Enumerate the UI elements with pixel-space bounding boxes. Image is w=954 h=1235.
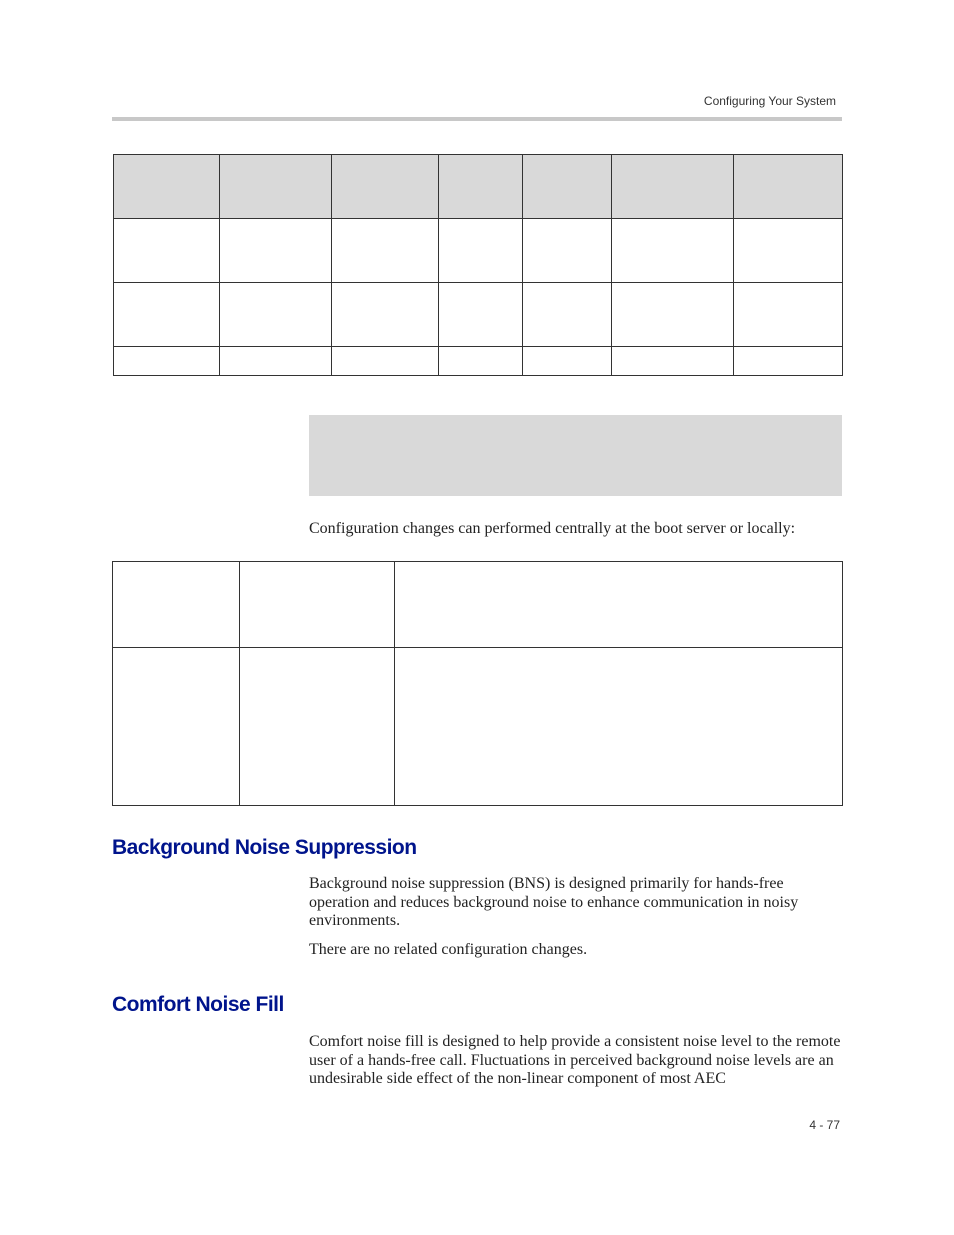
table-header-cell xyxy=(332,155,439,219)
codec-table xyxy=(113,154,843,376)
table-cell xyxy=(240,648,395,806)
section-heading-bns: Background Noise Suppression xyxy=(112,836,417,859)
table-row xyxy=(114,347,843,376)
table-cell xyxy=(332,219,439,283)
table-cell xyxy=(523,283,612,347)
table-cell xyxy=(612,219,734,283)
table-cell xyxy=(114,283,220,347)
intro-sentence: Configuration changes can performed centrally at the boot server or locally: xyxy=(309,520,796,537)
table-cell xyxy=(395,648,843,806)
table-cell xyxy=(332,347,439,376)
table-cell xyxy=(114,347,220,376)
table-cell xyxy=(240,562,395,648)
bns-paragraph: There are no related configuration changes. xyxy=(309,941,588,958)
table-header-cell xyxy=(114,155,220,219)
table-cell xyxy=(332,283,439,347)
table-cell xyxy=(113,562,240,648)
running-header: Configuring Your System xyxy=(703,94,836,108)
table-cell xyxy=(113,648,240,806)
header-rule xyxy=(112,117,842,121)
table-header-row xyxy=(114,155,843,219)
table-cell xyxy=(220,283,332,347)
table-cell xyxy=(612,347,734,376)
table-cell xyxy=(114,219,220,283)
table-cell xyxy=(439,347,523,376)
table-row xyxy=(114,219,843,283)
bns-paragraph: Background noise suppression (BNS) is designed primarily for hands-free operation and reduces background noise to enhance communication in noisy environments. xyxy=(309,875,799,929)
table-row xyxy=(113,648,843,806)
table-row xyxy=(114,283,843,347)
page-number: 4 - 77 xyxy=(809,1118,840,1132)
section-heading-comfort-noise: Comfort Noise Fill xyxy=(112,993,284,1016)
table-cell xyxy=(612,283,734,347)
table-header-cell xyxy=(612,155,734,219)
table-cell xyxy=(220,219,332,283)
configuration-table xyxy=(112,561,843,806)
table-header-cell xyxy=(734,155,843,219)
table-header-cell xyxy=(523,155,612,219)
table-cell xyxy=(395,562,843,648)
table-row xyxy=(113,562,843,648)
note-box xyxy=(309,415,842,496)
table-cell xyxy=(523,219,612,283)
table-cell xyxy=(734,347,843,376)
table-header-cell xyxy=(220,155,332,219)
table-cell xyxy=(220,347,332,376)
table-cell xyxy=(523,347,612,376)
table-cell xyxy=(439,219,523,283)
table-cell xyxy=(439,283,523,347)
comfort-noise-paragraph: Comfort noise fill is designed to help provide a consistent noise level to the remote user of a hands-free call. Fluctuations in perceived background noise levels are an undesirable side effect of the non-linear component of most AEC xyxy=(309,1033,841,1087)
table-cell xyxy=(734,219,843,283)
table-cell xyxy=(734,283,843,347)
table-header-cell xyxy=(439,155,523,219)
